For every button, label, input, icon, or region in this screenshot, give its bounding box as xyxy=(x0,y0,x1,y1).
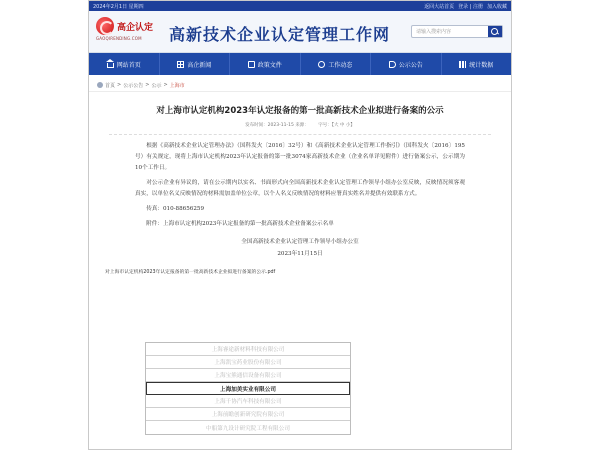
nav-label: 公示公告 xyxy=(398,61,423,69)
nav-item-policy[interactable] xyxy=(230,53,301,75)
search-input[interactable] xyxy=(411,25,503,38)
search-placeholder: 请输入搜索内容 xyxy=(416,29,452,35)
home-icon xyxy=(107,63,114,68)
nav-item-notice[interactable] xyxy=(371,53,442,75)
nav-item-news[interactable] xyxy=(160,53,231,75)
article-meta xyxy=(109,122,491,135)
table-row: 上海前瞻创新研究院有限公司 xyxy=(146,408,350,421)
table-row: 上海凯宝药业股份有限公司 xyxy=(146,356,350,369)
nav-item-stats[interactable] xyxy=(442,53,512,75)
font-size-control[interactable]: 字号：【大 中 小】 xyxy=(318,123,355,128)
top-links xyxy=(424,3,507,10)
publish-time: 发布时间：2023-11-15 来源： xyxy=(245,123,309,128)
nav-label: 工作动态 xyxy=(328,61,353,69)
search-icon[interactable] xyxy=(488,26,502,37)
site-title: 高新技术企业认定管理工作网 xyxy=(169,25,391,44)
company-table xyxy=(145,342,351,435)
signature-block xyxy=(135,236,465,260)
signature-date: 2023年11月15日 xyxy=(277,251,323,257)
logo-mark-icon xyxy=(96,17,114,35)
breadcrumb-public[interactable]: 公示 xyxy=(151,82,162,89)
logo-subtext: GAOQIRENDING.COM xyxy=(96,36,142,41)
nav-item-home[interactable] xyxy=(89,53,160,75)
breadcrumb-current[interactable]: 上海市 xyxy=(169,82,185,89)
site-header xyxy=(89,11,511,53)
breadcrumb-home[interactable]: 首页 xyxy=(105,82,116,89)
paragraph: 根据《高新技术企业认定管理办法》（国科发火〔2016〕32号）和《高新技术企业认定管理工作指引》（国科发火〔2016〕195号）有关规定，现将上海市认定机构2023年认定报备的第一批3074家高新技术企业（企业名单详见附件）进行备案公示，公示期为10个工作日。 xyxy=(135,143,465,171)
grid-icon xyxy=(177,61,184,68)
wave-icon xyxy=(318,61,325,68)
site-logo[interactable] xyxy=(96,17,158,47)
logo-text: 高企认定 xyxy=(117,22,154,33)
article-body xyxy=(89,135,511,260)
nav-label: 网站首页 xyxy=(116,61,141,69)
top-link-favorite[interactable]: 加入收藏 xyxy=(486,3,507,10)
bars-icon xyxy=(459,61,466,68)
home-icon xyxy=(97,82,103,88)
top-bar xyxy=(89,1,511,11)
doc-icon xyxy=(248,61,255,68)
attachment-link[interactable]: 对上海市认定机构2023年认定报备的第一批高新技术企业拟进行备案的公示.pdf xyxy=(105,270,276,275)
table-row: 上海宝熊通信设备有限公司 xyxy=(146,369,350,382)
webpage xyxy=(88,0,512,450)
breadcrumb-notice[interactable]: 公示公告 xyxy=(123,82,144,89)
attachment-line: 附件：上海市认定机构2023年认定报备的第一批高新技术企业备案公示名单 xyxy=(146,221,334,227)
top-link-home[interactable]: 返回大站首页 xyxy=(424,3,455,10)
table-row: 中船第九设计研究院工程有限公司 xyxy=(206,425,290,432)
nav-label: 高企新闻 xyxy=(187,61,212,69)
article-title: 对上海市认定机构2023年认定报备的第一批高新技术企业拟进行备案的公示 xyxy=(156,106,444,116)
signature-org: 全国高新技术企业认定管理工作领导小组办公室 xyxy=(241,239,359,245)
table-row: 上海千协汽车科技有限公司 xyxy=(146,395,350,408)
nav-item-work[interactable] xyxy=(301,53,372,75)
main-nav xyxy=(89,53,511,75)
nav-label: 政策文件 xyxy=(257,61,282,69)
nav-label: 统计数据 xyxy=(469,61,494,69)
current-date: 2024年2月1日 星期四 xyxy=(93,3,144,10)
table-row-highlighted: 上海加美实业有限公司 xyxy=(146,382,350,395)
fax-line: 传真：010-88656259 xyxy=(146,206,205,212)
breadcrumb: 首页 > 公示公告 > 公示 > 上海市 xyxy=(89,79,511,92)
top-link-login[interactable]: 登录 | 注册 xyxy=(458,3,483,10)
table-row: 上海睿途新材料科技有限公司 xyxy=(146,343,350,356)
loudspeaker-icon xyxy=(389,61,396,68)
paragraph: 对公示企业有异议的，请在公示期内以实名、书面形式向全国高新技术企业认定管理工作领导小组办公室反映，反映情况须客观真实，以单位名义反映情况的材料需加盖单位公章，以个人名义反映情况的材料应署真实姓名并提供有效联系方式。 xyxy=(135,180,465,197)
